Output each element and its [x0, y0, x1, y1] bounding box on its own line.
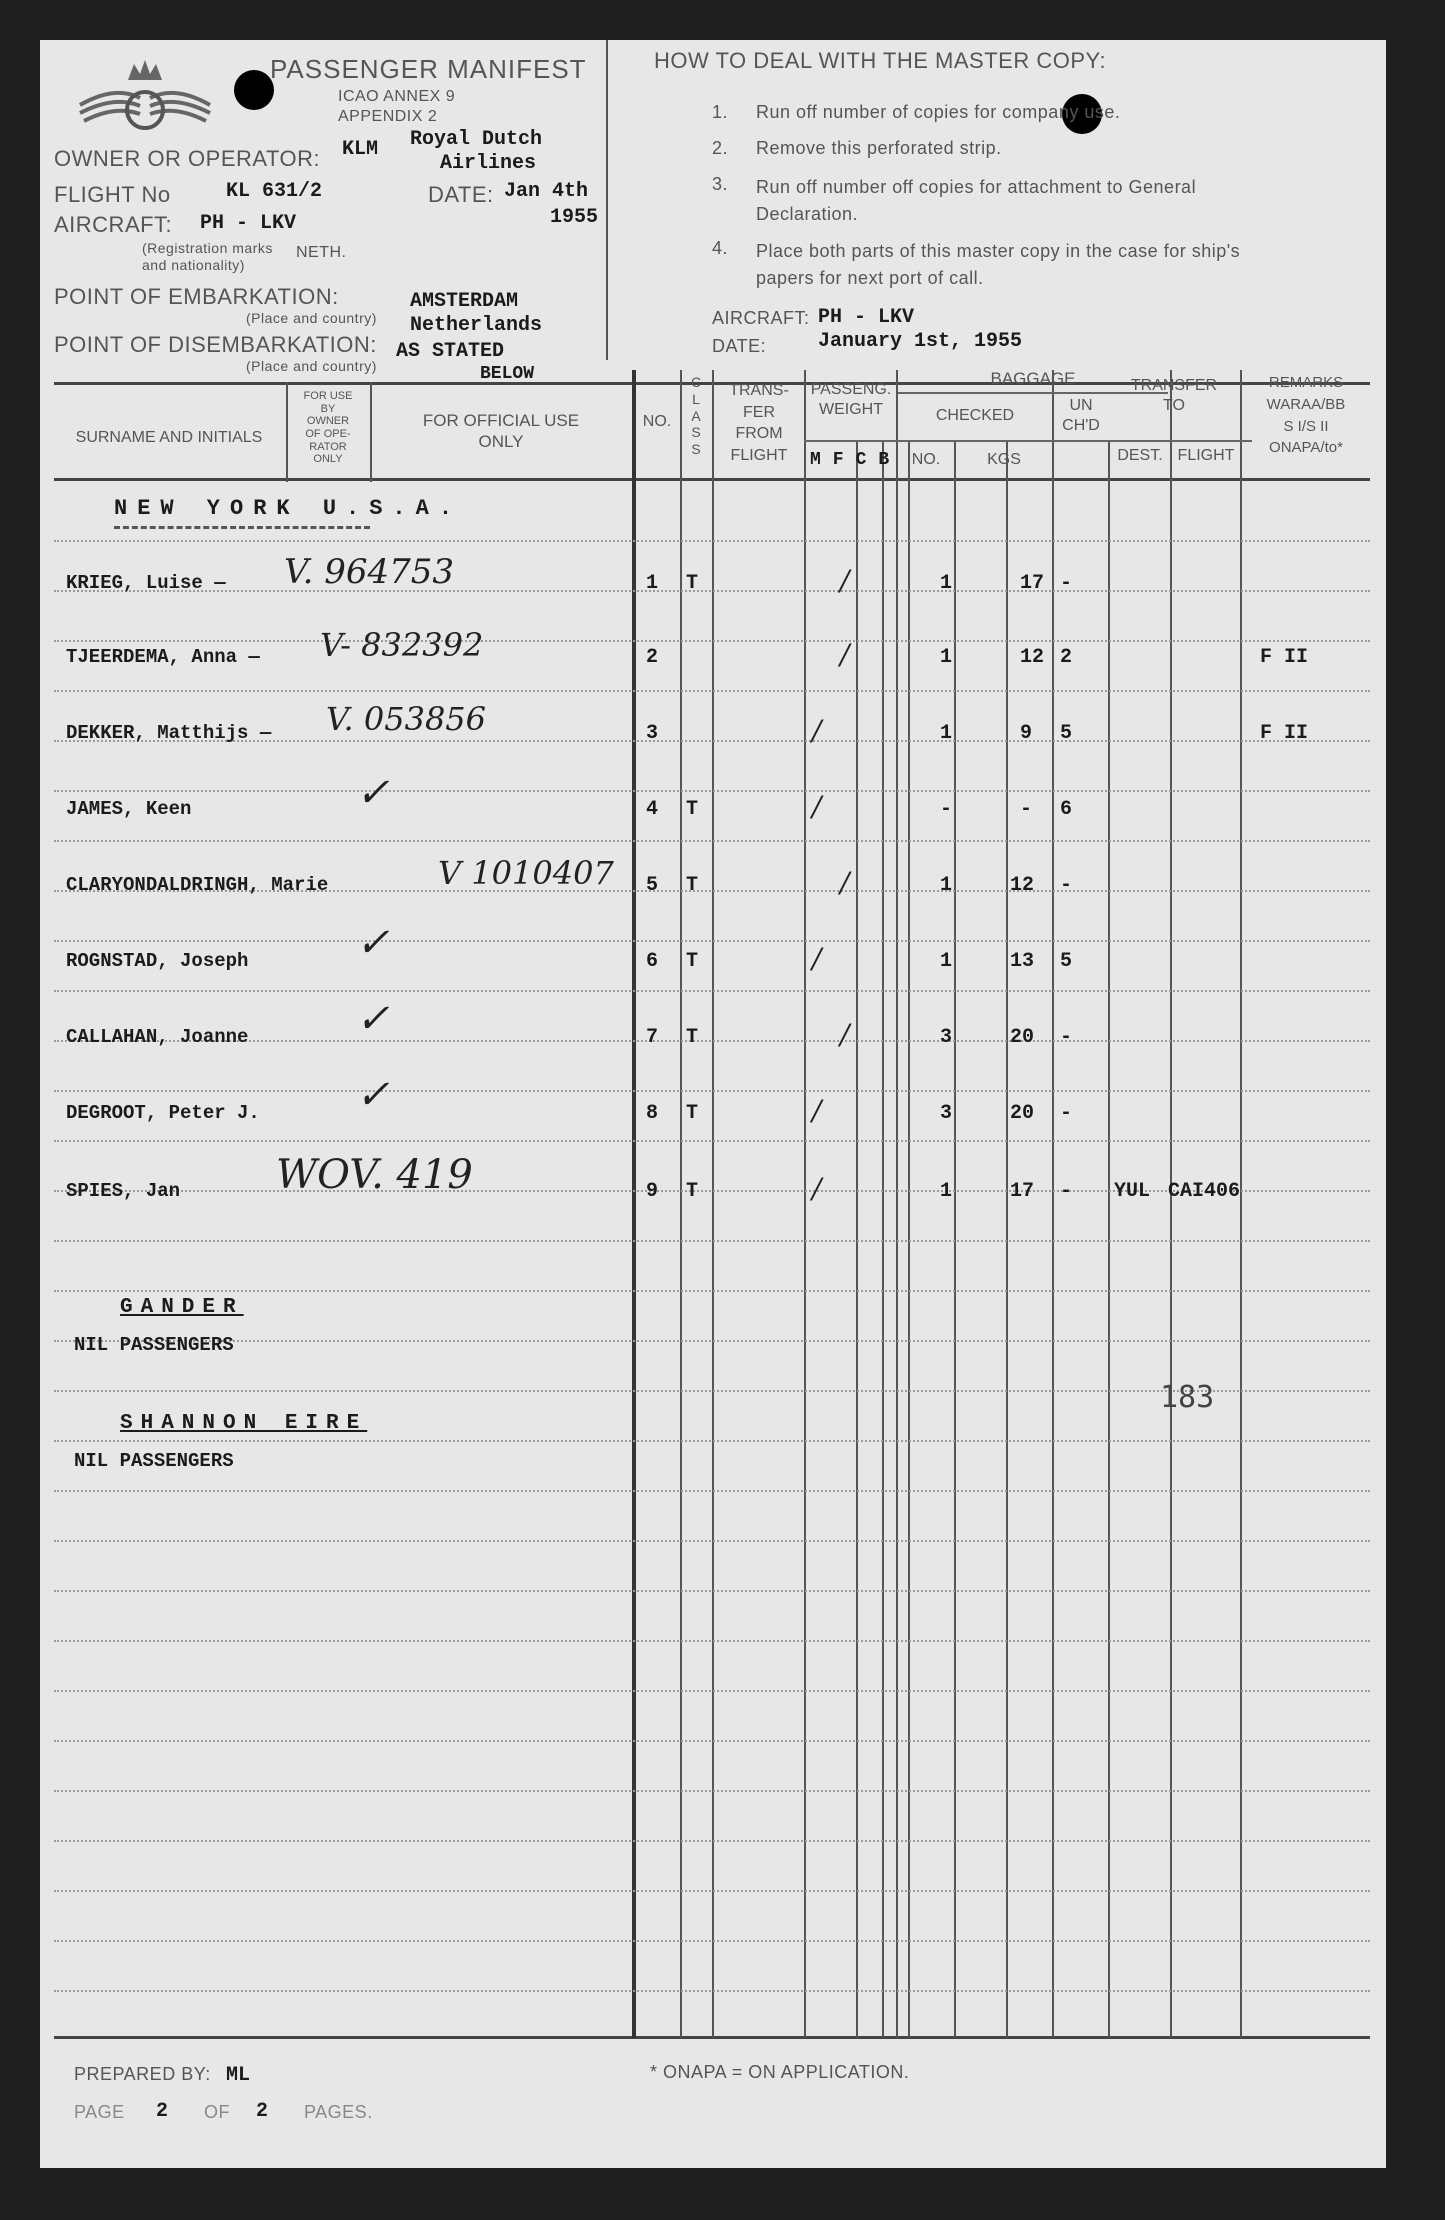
section-gander-note: NIL PASSENGERS	[74, 1334, 234, 1356]
punch-hole-left	[234, 70, 274, 110]
handwritten-visa: V 1010407	[438, 854, 614, 892]
bag-count: 1	[940, 572, 953, 595]
bag-unchd: -	[1060, 1026, 1073, 1049]
col-header-mfcb: MFCB	[810, 450, 902, 470]
bag-kgs: 12	[1020, 646, 1045, 669]
col-header-transfer-to: TRANSFER TO	[1130, 377, 1218, 414]
col-line-8	[882, 440, 884, 2038]
klm-crown-logo	[70, 50, 220, 150]
instruction-2-num: 2.	[712, 138, 729, 158]
manifest-sheet	[40, 40, 1386, 2168]
passenger-class: T	[686, 572, 699, 595]
page-label: PAGE	[74, 2102, 125, 2122]
row-line	[54, 1140, 1370, 1142]
bag-kgs: -	[1020, 798, 1033, 821]
passenger-name: ROGNSTAD, Joseph	[66, 950, 249, 972]
manifest-title: PASSENGER MANIFEST	[270, 54, 587, 84]
aircraft-right-value: PH - LKV	[818, 306, 915, 329]
passenger-name: KRIEG, Luise —	[66, 572, 226, 594]
row-line	[54, 1590, 1370, 1592]
row-line	[54, 690, 1370, 692]
remark: F II	[1260, 722, 1309, 745]
row-line	[54, 840, 1370, 842]
bag-count: 1	[940, 722, 953, 745]
remark: F II	[1260, 646, 1309, 669]
col-header-no: NO.	[642, 413, 672, 430]
prepared-by-label: PREPARED BY:	[74, 2064, 211, 2084]
instruction-4: Place both parts of this master copy in the case for ship's papers for next port of call.	[756, 241, 1241, 288]
col-line-7	[856, 440, 858, 2038]
bag-unchd: -	[1060, 874, 1073, 897]
of-label: OF	[204, 2102, 230, 2122]
section-new-york-underline	[114, 526, 370, 529]
weight-mark: /	[840, 1018, 850, 1051]
handwritten-check: ✓	[356, 1072, 390, 1118]
bag-unchd: -	[1060, 1180, 1073, 1203]
passenger-class: T	[686, 1180, 699, 1203]
registration-note: (Registration marks and nationality)	[142, 240, 273, 273]
passenger-name: CALLAHAN, Joanne	[66, 1026, 249, 1048]
embarkation-place-note: (Place and country)	[246, 310, 377, 326]
row-line	[54, 1340, 1370, 1342]
owner-name-2: Airlines	[440, 152, 537, 175]
instruction-1-num: 1.	[712, 102, 729, 122]
passenger-class: T	[686, 1026, 699, 1049]
bag-count: 3	[940, 1102, 953, 1125]
bag-kgs: 9	[1020, 722, 1033, 745]
icao-annex: ICAO ANNEX 9	[338, 88, 456, 105]
aircraft-label: AIRCRAFT:	[54, 212, 173, 237]
row-line	[54, 1540, 1370, 1542]
row-line	[54, 1490, 1370, 1492]
col-line-10	[896, 370, 898, 2038]
passenger-no: 8	[646, 1102, 659, 1125]
col-line-14	[1108, 440, 1110, 2038]
row-line	[54, 1740, 1370, 1742]
col-header-surname: SURNAME AND INITIALS	[75, 429, 263, 446]
row-line	[54, 590, 1370, 592]
row-line	[54, 1040, 1370, 1042]
handwritten-check: ✓	[356, 770, 390, 816]
weight-mark: /	[840, 866, 850, 899]
appendix: APPENDIX 2	[338, 108, 438, 125]
bag-kgs: 12	[1010, 874, 1035, 897]
section-gander: GANDER	[120, 1296, 244, 1319]
handwritten-visa: WOV. 419	[276, 1152, 473, 1198]
bag-count: 1	[940, 874, 953, 897]
section-shannon-note: NIL PASSENGERS	[74, 1450, 234, 1472]
col-header-bag-no: NO.	[911, 451, 941, 468]
bag-unchd: -	[1060, 572, 1073, 595]
bag-unchd: 6	[1060, 798, 1073, 821]
row-line	[54, 940, 1370, 942]
date-right-label: DATE:	[712, 336, 767, 356]
disembarkation-below: BELOW	[480, 364, 535, 384]
col-line-11	[954, 440, 956, 2038]
embarkation-country: Netherlands	[410, 314, 543, 337]
handwritten-visa: V- 832392	[320, 626, 484, 664]
row-line	[54, 1240, 1370, 1242]
bag-unchd: 5	[1060, 950, 1073, 973]
instruction-3-num: 3.	[712, 174, 729, 194]
bag-kgs: 17	[1020, 572, 1045, 595]
col-header-baggage: BAGGAGE	[990, 369, 1076, 388]
col-header-unchd: UN CH'D	[1062, 397, 1100, 434]
passenger-class: T	[686, 874, 699, 897]
passenger-no: 5	[646, 874, 659, 897]
col-line-13	[1052, 370, 1054, 2038]
bag-unchd: 2	[1060, 646, 1073, 669]
instructions-title: HOW TO DEAL WITH THE MASTER COPY:	[654, 48, 1107, 73]
passenger-no: 3	[646, 722, 659, 745]
passenger-class: T	[686, 950, 699, 973]
passenger-class: T	[686, 798, 699, 821]
row-line	[54, 1290, 1370, 1292]
bag-unchd: -	[1060, 1102, 1073, 1125]
weight-mark: /	[840, 638, 850, 671]
date-value: Jan 4th	[504, 180, 589, 203]
col-line-9	[908, 440, 910, 2038]
instruction-2: Remove this perforated strip.	[756, 138, 1002, 158]
disembarkation-place-note: (Place and country)	[246, 358, 377, 374]
col-line-4	[680, 370, 682, 2038]
row-line	[54, 640, 1370, 642]
row-line	[54, 1090, 1370, 1092]
passenger-class: T	[686, 1102, 699, 1125]
page-stamp-number: 183	[1160, 1380, 1215, 1415]
instruction-1: Run off number of copies for company use.	[756, 102, 1121, 122]
col-line-5	[712, 370, 714, 2038]
weight-mark: /	[812, 1172, 822, 1205]
row-line	[54, 1690, 1370, 1692]
bag-count: 1	[940, 950, 953, 973]
disembarkation-value: AS STATED	[396, 340, 505, 363]
col-header-kgs: KGS	[987, 451, 1021, 468]
col-line-3	[632, 370, 636, 2038]
year-value: 1955	[550, 206, 599, 229]
passenger-name: DEGROOT, Peter J.	[66, 1102, 260, 1124]
weight-mark: /	[840, 564, 850, 597]
col-header-class: C L A S S	[690, 374, 702, 458]
weight-mark: /	[812, 790, 822, 823]
passenger-name: CLARYONDALDRINGH, Marie	[66, 874, 329, 896]
row-line	[54, 540, 1370, 542]
row-line	[54, 1440, 1370, 1442]
handwritten-check: ✓	[356, 996, 390, 1042]
page-total: 2	[256, 2100, 269, 2123]
passenger-name: TJEERDEMA, Anna —	[66, 646, 260, 668]
top-divider	[606, 40, 608, 360]
handwritten-visa: V. 053856	[326, 700, 487, 738]
passenger-no: 6	[646, 950, 659, 973]
row-line	[54, 1940, 1370, 1942]
row-line	[54, 1790, 1370, 1792]
section-new-york: NEW YORK U.S.A.	[114, 496, 463, 521]
date-label: DATE:	[428, 182, 494, 207]
owner-code: KLM	[342, 138, 379, 161]
owner-name-1: Royal Dutch	[410, 128, 543, 151]
row-line	[54, 1640, 1370, 1642]
passenger-name: SPIES, Jan	[66, 1180, 181, 1202]
bag-count: 1	[940, 1180, 953, 1203]
col-header-remarks: REMARKS WARAA/BB S I/S II ONAPA/to*	[1266, 374, 1346, 457]
owner-label: OWNER OR OPERATOR:	[54, 146, 321, 171]
date-right-value: January 1st, 1955	[818, 330, 1023, 353]
row-line	[54, 990, 1370, 992]
row-line	[54, 1990, 1370, 1992]
passenger-name: JAMES, Keen	[66, 798, 192, 820]
col-header-flight: FLIGHT	[1177, 447, 1235, 464]
prepared-by-value: ML	[226, 2064, 251, 2087]
col-header-dest: DEST.	[1117, 447, 1163, 464]
bag-count: -	[940, 798, 953, 821]
transfer-flight: CAI406	[1168, 1180, 1241, 1203]
handwritten-check: ✓	[356, 920, 390, 966]
bag-kgs: 13	[1010, 950, 1035, 973]
aircraft-value: PH - LKV	[200, 212, 297, 235]
instruction-4-num: 4.	[712, 238, 729, 258]
nationality-stamp: NETH.	[296, 244, 347, 261]
bag-kgs: 17	[1010, 1180, 1035, 1203]
passenger-no: 9	[646, 1180, 659, 1203]
col-line-15	[1170, 370, 1172, 2038]
aircraft-right-label: AIRCRAFT:	[712, 308, 810, 328]
disembarkation-label: POINT OF DISEMBARKATION:	[54, 332, 377, 357]
onapa-note: * ONAPA = ON APPLICATION.	[650, 2062, 910, 2082]
col-line-12	[1006, 440, 1008, 2038]
passenger-no: 1	[646, 572, 659, 595]
col-header-checked: CHECKED	[935, 407, 1015, 424]
col-header-owner-use: FOR USE BY OWNER OF OPE- RATOR ONLY	[303, 390, 353, 466]
weight-mark: /	[812, 1094, 822, 1127]
embarkation-city: AMSTERDAM	[410, 290, 519, 313]
weight-mark: /	[812, 942, 822, 975]
transfer-dest: YUL	[1114, 1180, 1151, 1203]
bag-count: 1	[940, 646, 953, 669]
passenger-no: 2	[646, 646, 659, 669]
col-line-16	[1240, 370, 1242, 2038]
row-line	[54, 790, 1370, 792]
col-header-official: FOR OFFICIAL USE ONLY	[422, 411, 580, 452]
handwritten-visa: V. 964753	[284, 552, 455, 592]
bag-kgs: 20	[1010, 1102, 1035, 1125]
bag-count: 3	[940, 1026, 953, 1049]
instruction-3: Run off number off copies for attachment to General Declaration.	[756, 177, 1197, 224]
col-header-weight: PASSENG. WEIGHT	[810, 381, 892, 418]
section-shannon: SHANNON EIRE	[120, 1412, 368, 1435]
col-line-6	[804, 370, 806, 2038]
row-line	[54, 1840, 1370, 1842]
bag-kgs: 20	[1010, 1026, 1035, 1049]
passenger-no: 4	[646, 798, 659, 821]
flight-number: KL 631/2	[226, 180, 323, 203]
col-header-transfer-from: TRANS- FER FROM FLIGHT	[729, 382, 789, 464]
flight-label: FLIGHT No	[54, 182, 171, 207]
embarkation-label: POINT OF EMBARKATION:	[54, 284, 339, 309]
weight-mark: /	[812, 714, 822, 747]
bag-unchd: 5	[1060, 722, 1073, 745]
pages-label: PAGES.	[304, 2102, 373, 2122]
header-sub-rule	[804, 440, 1252, 442]
passenger-name: DEKKER, Matthijs —	[66, 722, 272, 744]
page-number: 2	[156, 2100, 169, 2123]
passenger-no: 7	[646, 1026, 659, 1049]
row-line	[54, 1890, 1370, 1892]
